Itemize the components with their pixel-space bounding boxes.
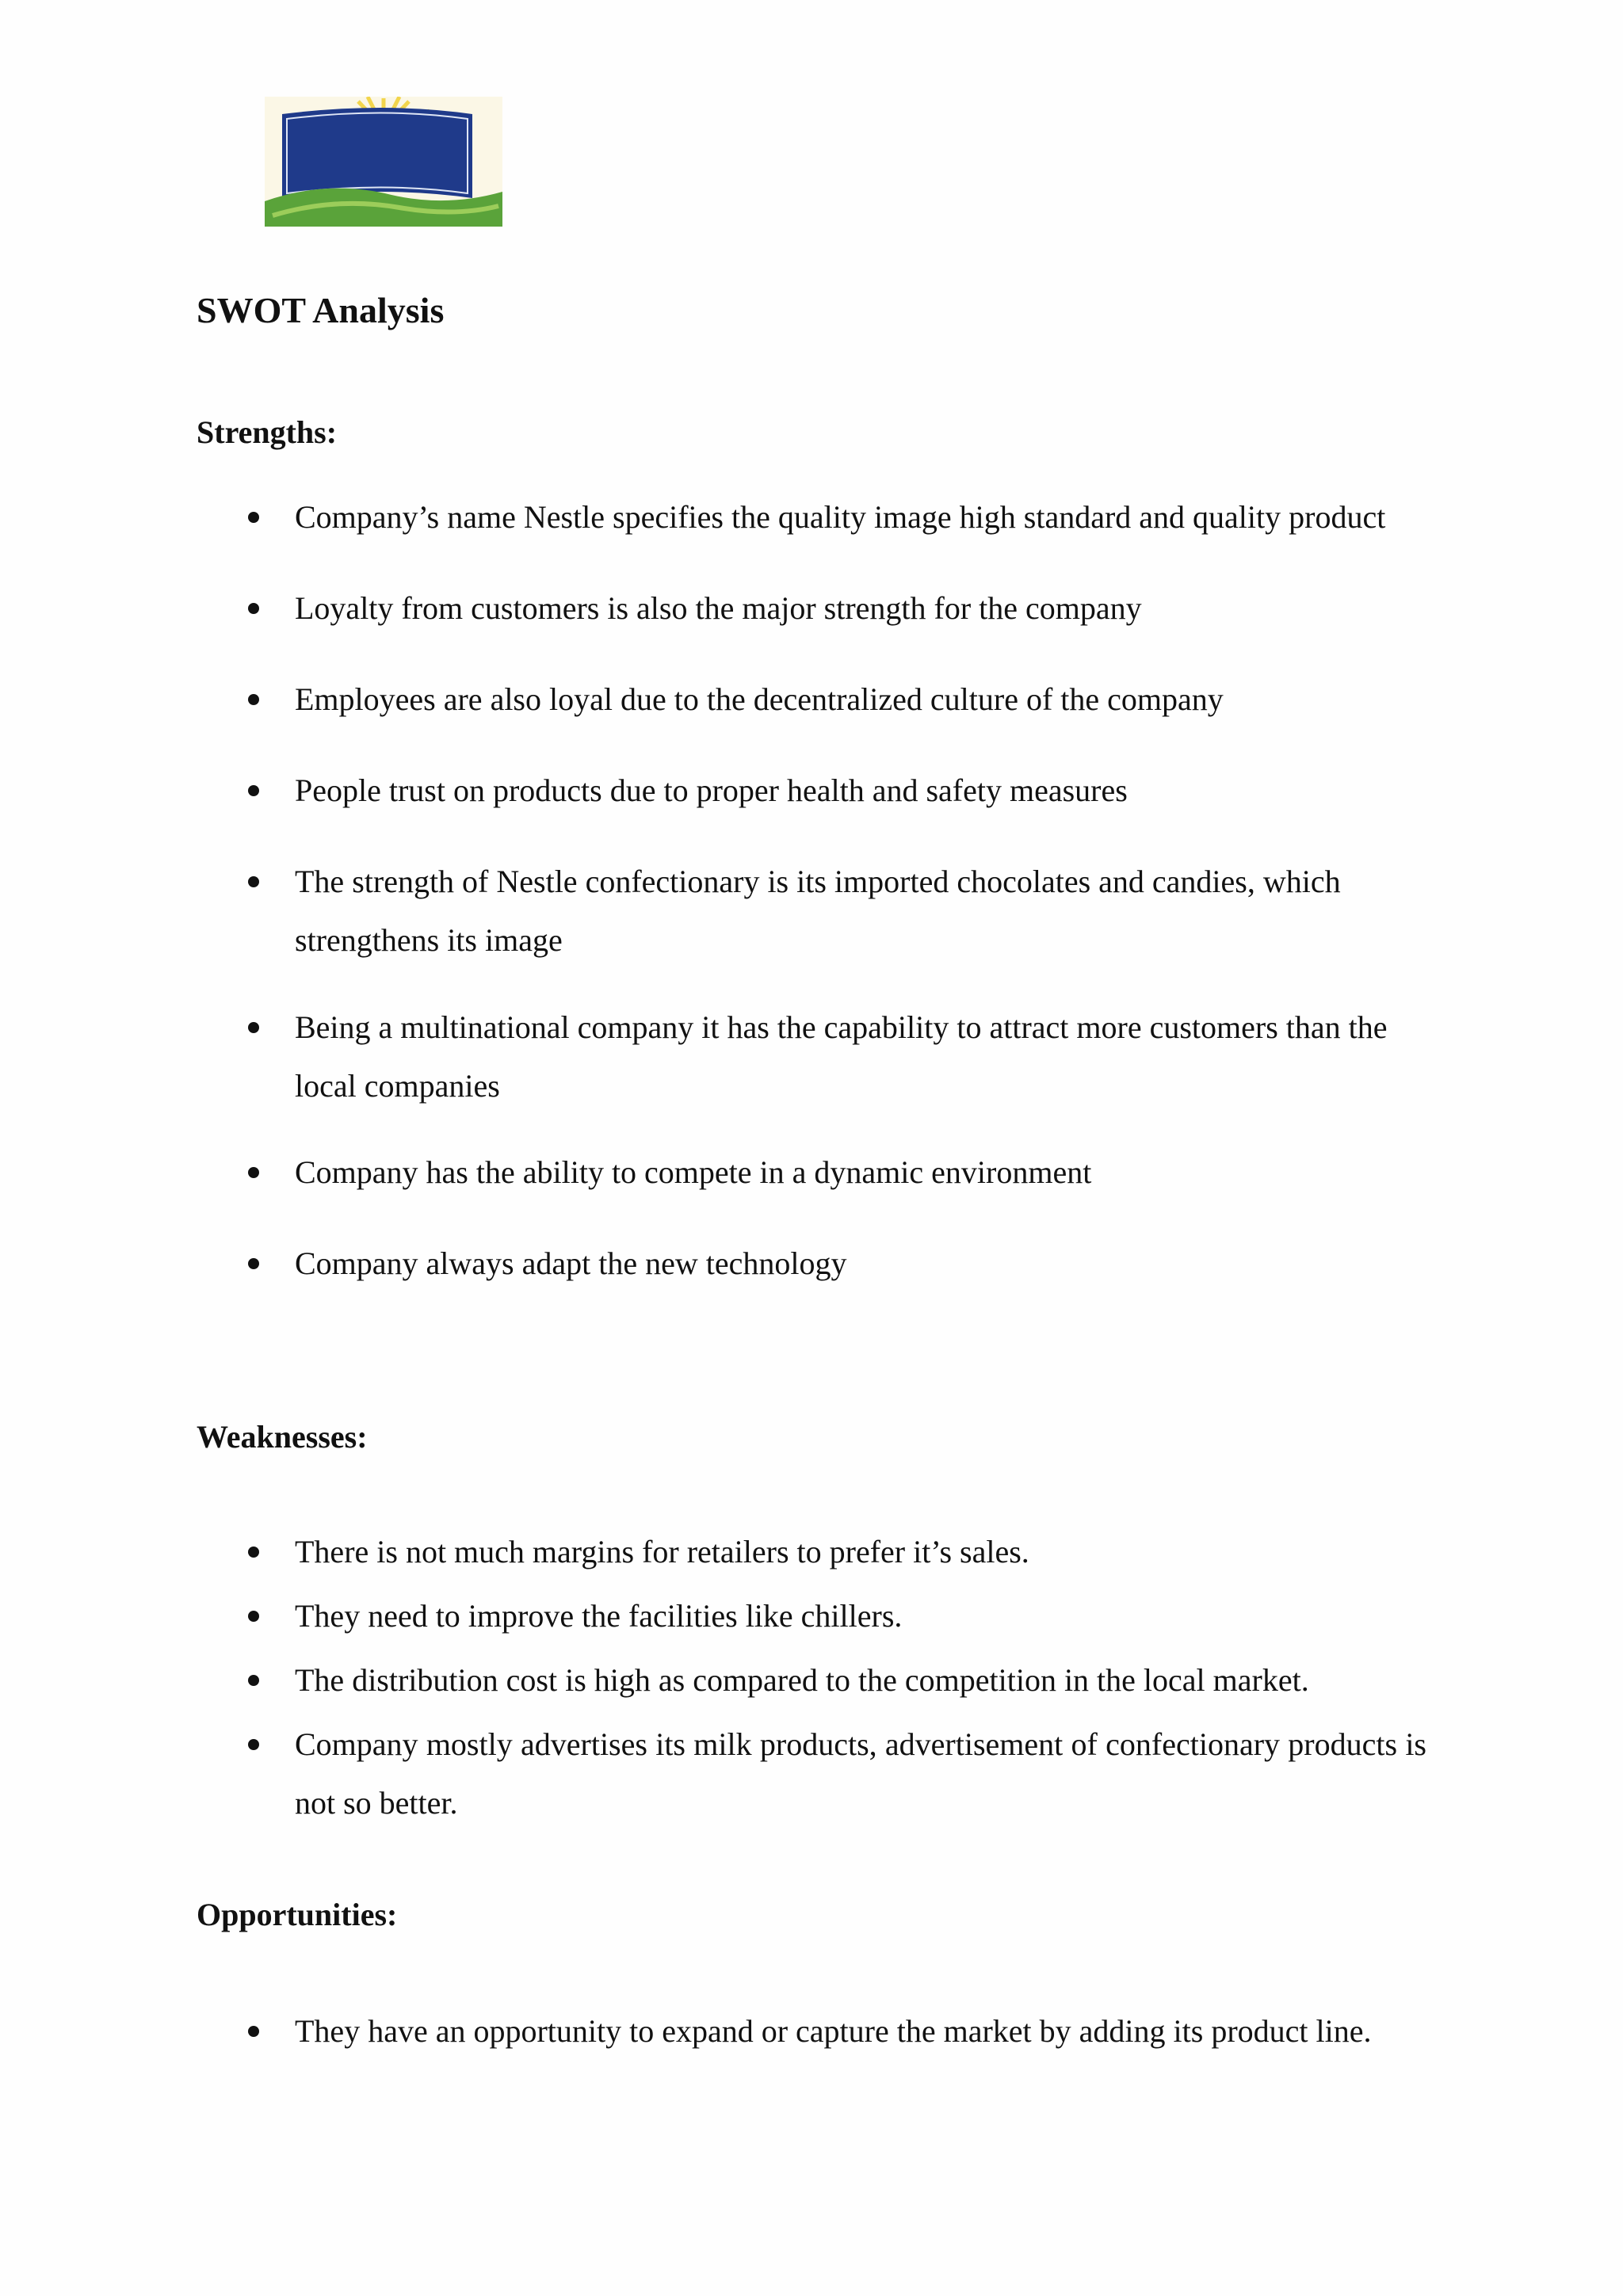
bullet-icon [248,512,259,523]
strength-text: Employees are also loyal due to the decentralized culture of the company [295,681,1224,717]
bullet-icon [248,1022,259,1033]
strength-text: Company always adapt the new technology [295,1245,847,1281]
weakness-text: There is not much margins for retailers to prefer it’s sales. [295,1534,1029,1569]
strength-text: Company’s name Nestle specifies the quality image high standard and quality product [295,499,1386,535]
bullet-icon [248,694,259,705]
strength-text: People trust on products due to proper health and safety measures [295,772,1128,808]
bullet-icon [248,1167,259,1178]
bullet-icon [248,603,259,614]
nestle-logo-image [265,97,502,227]
strength-text: Loyalty from customers is also the major strength for the company [295,590,1142,626]
strength-text: Company has the ability to compete in a dynamic environment [295,1154,1092,1190]
weakness-text: Company mostly advertises its milk products, advertisement of confectionary products is not so better. [295,1726,1426,1821]
bullet-icon [248,1739,259,1750]
bullet-icon [248,2026,259,2037]
bullet-icon [248,1675,259,1686]
strength-text: Being a multinational company it has the capability to attract more customers than the local companies [295,1009,1388,1104]
opportunities-heading: Opportunities: [197,1897,398,1932]
weakness-text: The distribution cost is high as compared to the competition in the local market. [295,1662,1309,1698]
bullet-icon [248,1611,259,1622]
strengths-heading: Strengths: [197,414,338,450]
bullet-icon [248,876,259,887]
opportunity-text: They have an opportunity to expand or capture the market by adding its product line. [295,2013,1372,2049]
bullet-icon [248,1547,259,1558]
document-title: SWOT Analysis [197,290,445,330]
strength-text: The strength of Nestle confectionary is its imported chocolates and candies, which strengthens its image [295,864,1341,958]
nestle-logo [265,97,502,227]
bullet-icon [248,785,259,796]
weakness-text: They need to improve the facilities like chillers. [295,1598,903,1634]
weaknesses-heading: Weaknesses: [197,1419,368,1455]
bullet-icon [248,1258,259,1269]
